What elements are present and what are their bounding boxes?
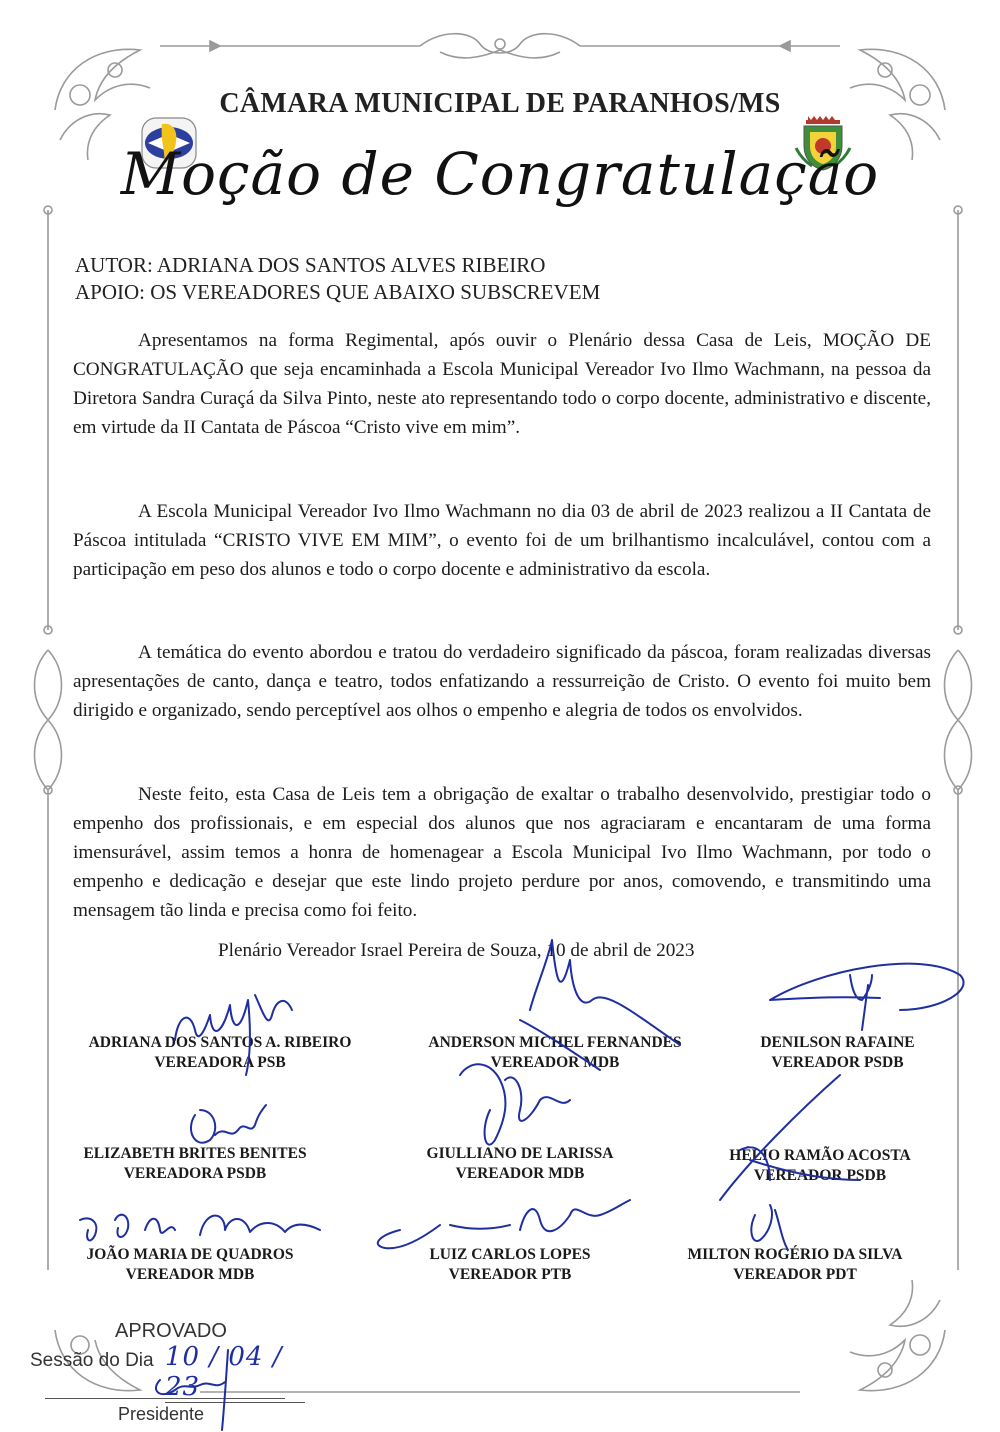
signatory-name: DENILSON RAFAINE (760, 1034, 915, 1051)
president-label: Presidente (118, 1404, 205, 1424)
body-paragraph-2: A Escola Municipal Vereador Ivo Ilmo Wachmann no dia 03 de abril de 2023 realizou a II Cantata de Páscoa intitulada “CRISTO VIVE EM MIM”, o evento foi de um brilhantismo incalculável, contou com a participação em peso dos alunos e todo o corpo docente e administrativo da escola. (73, 501, 931, 580)
signatory-role: VEREADOR MDB (490, 1054, 620, 1071)
signatory-block (700, 1146, 940, 1186)
chamber-name: CÂMARA MUNICIPAL DE PARANHOS/MS (219, 88, 781, 119)
signatory-name: ANDERSON MICHEL FERNANDES (428, 1034, 682, 1051)
document-title: Moção de Congratulação (120, 140, 880, 208)
signatory-block (50, 1245, 330, 1285)
author-block (75, 252, 600, 306)
signatory-name: ELIZABETH BRITES BENITES (83, 1145, 307, 1162)
signatory-block (395, 1033, 715, 1073)
author-line: AUTOR: ADRIANA DOS SANTOS ALVES RIBEIRO (75, 253, 546, 277)
signatory-block (385, 1144, 655, 1184)
signatory-role: VEREADOR PTB (448, 1266, 572, 1283)
session-label: Sessão do Dia (30, 1350, 154, 1371)
session-date: 10 / 04 / 23 (165, 1342, 305, 1403)
approved-stamp-title: APROVADO (115, 1320, 227, 1342)
signatory-block (665, 1245, 925, 1285)
signatory-role: VEREADORA PSDB (123, 1165, 267, 1182)
signatory-role: VEREADORA PSB (154, 1054, 286, 1071)
place-date-line: Plenário Vereador Israel Pereira de Souza, 10 de abril de 2023 (218, 940, 695, 961)
signatory-role: VEREADOR MDB (125, 1266, 255, 1283)
signatory-name: LUIZ CARLOS LOPES (429, 1246, 591, 1263)
president-signature-line (45, 1398, 285, 1399)
body-paragraph-4: Neste feito, esta Casa de Leis tem a obrigação de exaltar o trabalho desenvolvido, prestigiar todo o empenho dos profissionais, e em especial dos alunos que nos agraciaram e encantaram de uma forma imensurável, assim temos a honra de homenagear a Escola Municipal Ivo Ilmo Wachmann, por todo o empenho e dedicação e desejar que este lindo projeto perdure por anos, comovendo, e transmitindo uma mensagem tão linda e precisa como foi feito. (73, 784, 931, 921)
signatory-name: JOÃO MARIA DE QUADROS (86, 1246, 294, 1263)
signatory-role: VEREADOR PSDB (771, 1054, 904, 1071)
signatory-name: GIULLIANO DE LARISSA (426, 1145, 614, 1162)
signatory-block (55, 1144, 335, 1184)
body-paragraph-3: A temática do evento abordou e tratou do verdadeiro significado da páscoa, foram realizadas diversas apresentações de canto, dança e teatro, todos enfatizando a ressurreição de Cristo. O evento foi muito bem dirigido e organizado, sendo perceptível aos olhos o empenho e alegria de todos os envolvidos. (73, 642, 931, 721)
signatory-block (715, 1033, 960, 1073)
signatory-name: ADRIANA DOS SANTOS A. RIBEIRO (88, 1034, 352, 1051)
support-line: APOIO: OS VEREADORES QUE ABAIXO SUBSCREVEM (75, 280, 601, 304)
signatory-role: VEREADOR PDT (733, 1266, 857, 1283)
signatory-block (400, 1245, 620, 1285)
signatory-role: VEREADOR PSDB (753, 1167, 887, 1184)
signatory-role: VEREADOR MDB (455, 1165, 585, 1182)
body-paragraph-1: Apresentamos na forma Regimental, após ouvir o Plenário dessa Casa de Leis, MOÇÃO DE CONGRATULAÇÃO que seja encaminhada a Escola Municipal Vereador Ivo Ilmo Wachmann, na pessoa da Diretora Sandra Curaçá da Silva Pinto, neste ato representando todo o corpo docente, administrativo e discente, em virtude da II Cantata de Páscoa “Cristo vive em mim”. (73, 330, 931, 438)
signatory-name: MILTON ROGÉRIO DA SILVA (687, 1246, 903, 1263)
signatory-name: HÉLIO RAMÃO ACOSTA (729, 1147, 911, 1164)
signatory-block (60, 1033, 380, 1073)
